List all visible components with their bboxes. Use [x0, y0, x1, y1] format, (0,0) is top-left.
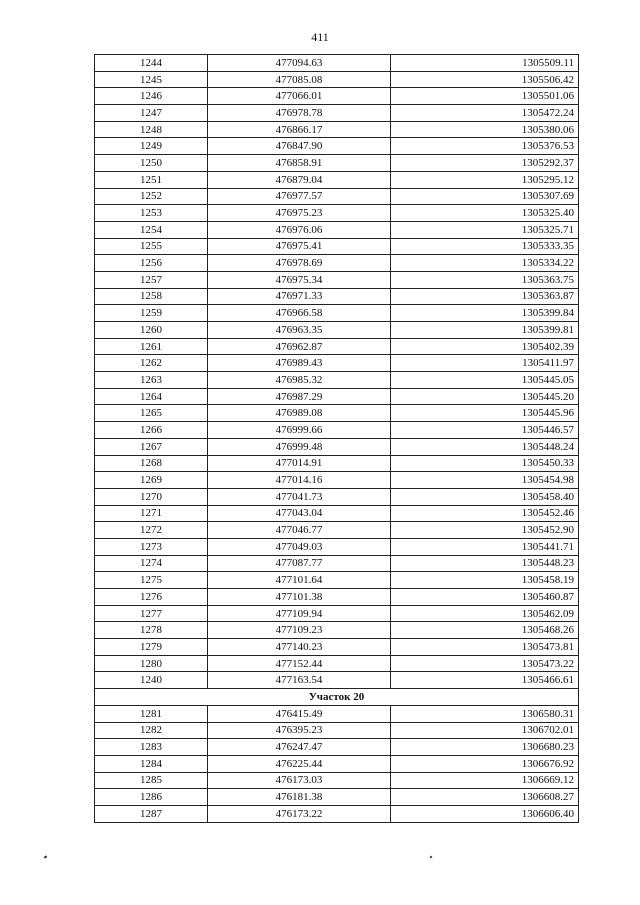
x-coordinate-cell: 476989.43 [208, 355, 391, 372]
point-number-cell: 1257 [95, 271, 208, 288]
table-row [95, 672, 579, 689]
x-coordinate-cell: 476978.78 [208, 105, 391, 122]
x-coordinate-cell: 476978.69 [208, 255, 391, 272]
point-number-cell: 1274 [95, 555, 208, 572]
x-coordinate-cell: 476395.23 [208, 722, 391, 739]
y-coordinate-cell: 1305325.40 [391, 205, 579, 222]
x-coordinate-cell: 476985.32 [208, 372, 391, 389]
y-coordinate-cell: 1306608.27 [391, 789, 579, 806]
table-row [95, 55, 579, 72]
table-row [95, 505, 579, 522]
table-row [95, 221, 579, 238]
page-number: 411 [311, 30, 329, 44]
point-number-cell: 1256 [95, 255, 208, 272]
x-coordinate-cell: 477101.38 [208, 589, 391, 606]
coordinates-table-body [95, 55, 579, 823]
y-coordinate-cell: 1305399.81 [391, 322, 579, 339]
x-coordinate-cell: 476225.44 [208, 755, 391, 772]
table-row [95, 589, 579, 606]
section-header-row [95, 689, 579, 706]
y-coordinate-cell: 1305462.09 [391, 605, 579, 622]
y-coordinate-cell: 1305363.87 [391, 288, 579, 305]
point-number-cell: 1279 [95, 639, 208, 656]
table-row [95, 188, 579, 205]
x-coordinate-cell: 476415.49 [208, 705, 391, 722]
y-coordinate-cell: 1305295.12 [391, 171, 579, 188]
point-number-cell: 1264 [95, 388, 208, 405]
y-coordinate-cell: 1305473.81 [391, 639, 579, 656]
y-coordinate-cell: 1305307.69 [391, 188, 579, 205]
point-number-cell: 1251 [95, 171, 208, 188]
x-coordinate-cell: 477085.08 [208, 71, 391, 88]
table-row [95, 705, 579, 722]
y-coordinate-cell: 1305506.42 [391, 71, 579, 88]
point-number-cell: 1275 [95, 572, 208, 589]
y-coordinate-cell: 1305333.35 [391, 238, 579, 255]
point-number-cell: 1280 [95, 655, 208, 672]
point-number-cell: 1244 [95, 55, 208, 72]
point-number-cell: 1272 [95, 522, 208, 539]
y-coordinate-cell: 1305509.11 [391, 55, 579, 72]
table-row [95, 138, 579, 155]
x-coordinate-cell: 476975.23 [208, 205, 391, 222]
point-number-cell: 1249 [95, 138, 208, 155]
table-row [95, 755, 579, 772]
table-row [95, 405, 579, 422]
table-row [95, 88, 579, 105]
point-number-cell: 1268 [95, 455, 208, 472]
point-number-cell: 1287 [95, 805, 208, 822]
table-row [95, 639, 579, 656]
y-coordinate-cell: 1305402.39 [391, 338, 579, 355]
y-coordinate-cell: 1305473.22 [391, 655, 579, 672]
x-coordinate-cell: 477043.04 [208, 505, 391, 522]
table-row [95, 121, 579, 138]
table-row [95, 105, 579, 122]
y-coordinate-cell: 1305376.53 [391, 138, 579, 155]
table-row [95, 355, 579, 372]
point-number-cell: 1276 [95, 589, 208, 606]
point-number-cell: 1273 [95, 538, 208, 555]
y-coordinate-cell: 1305466.61 [391, 672, 579, 689]
x-coordinate-cell: 477163.54 [208, 672, 391, 689]
y-coordinate-cell: 1305460.87 [391, 589, 579, 606]
table-row [95, 522, 579, 539]
point-number-cell: 1245 [95, 71, 208, 88]
coordinates-table [94, 54, 579, 823]
table-row [95, 605, 579, 622]
table-row [95, 322, 579, 339]
point-number-cell: 1255 [95, 238, 208, 255]
table-row [95, 338, 579, 355]
x-coordinate-cell: 476963.35 [208, 322, 391, 339]
y-coordinate-cell: 1306669.12 [391, 772, 579, 789]
table-row [95, 722, 579, 739]
y-coordinate-cell: 1305411.97 [391, 355, 579, 372]
y-coordinate-cell: 1306702.01 [391, 722, 579, 739]
table-row [95, 455, 579, 472]
table-row [95, 305, 579, 322]
table-row [95, 205, 579, 222]
point-number-cell: 1247 [95, 105, 208, 122]
x-coordinate-cell: 476173.22 [208, 805, 391, 822]
x-coordinate-cell: 477046.77 [208, 522, 391, 539]
table-row [95, 739, 579, 756]
table-row [95, 422, 579, 439]
point-number-cell: 1253 [95, 205, 208, 222]
x-coordinate-cell: 476879.04 [208, 171, 391, 188]
table-row [95, 488, 579, 505]
point-number-cell: 1261 [95, 338, 208, 355]
table-row [95, 555, 579, 572]
x-coordinate-cell: 477094.63 [208, 55, 391, 72]
y-coordinate-cell: 1305450.33 [391, 455, 579, 472]
x-coordinate-cell: 476866.17 [208, 121, 391, 138]
x-coordinate-cell: 477049.03 [208, 538, 391, 555]
table-row [95, 472, 579, 489]
point-number-cell: 1266 [95, 422, 208, 439]
x-coordinate-cell: 476966.58 [208, 305, 391, 322]
point-number-cell: 1250 [95, 155, 208, 172]
table-row [95, 255, 579, 272]
y-coordinate-cell: 1305399.84 [391, 305, 579, 322]
table-row [95, 622, 579, 639]
x-coordinate-cell: 476173.03 [208, 772, 391, 789]
x-coordinate-cell: 476847.90 [208, 138, 391, 155]
section-title: Участок 20 [95, 689, 579, 706]
table-row [95, 238, 579, 255]
point-number-cell: 1246 [95, 88, 208, 105]
point-number-cell: 1260 [95, 322, 208, 339]
y-coordinate-cell: 1305468.26 [391, 622, 579, 639]
table-row [95, 372, 579, 389]
point-number-cell: 1284 [95, 755, 208, 772]
y-coordinate-cell: 1305501.06 [391, 88, 579, 105]
table-row [95, 772, 579, 789]
table-row [95, 171, 579, 188]
point-number-cell: 1286 [95, 789, 208, 806]
point-number-cell: 1258 [95, 288, 208, 305]
table-row [95, 655, 579, 672]
x-coordinate-cell: 477066.01 [208, 88, 391, 105]
point-number-cell: 1277 [95, 605, 208, 622]
scan-artifact [430, 856, 433, 859]
y-coordinate-cell: 1305380.06 [391, 121, 579, 138]
x-coordinate-cell: 477041.73 [208, 488, 391, 505]
point-number-cell: 1270 [95, 488, 208, 505]
x-coordinate-cell: 476987.29 [208, 388, 391, 405]
point-number-cell: 1282 [95, 722, 208, 739]
x-coordinate-cell: 477087.77 [208, 555, 391, 572]
y-coordinate-cell: 1305458.19 [391, 572, 579, 589]
x-coordinate-cell: 476977.57 [208, 188, 391, 205]
table-row [95, 438, 579, 455]
y-coordinate-cell: 1305472.24 [391, 105, 579, 122]
x-coordinate-cell: 476962.87 [208, 338, 391, 355]
y-coordinate-cell: 1306680.23 [391, 739, 579, 756]
table-row [95, 789, 579, 806]
table-row [95, 71, 579, 88]
point-number-cell: 1248 [95, 121, 208, 138]
y-coordinate-cell: 1305325.71 [391, 221, 579, 238]
x-coordinate-cell: 477109.23 [208, 622, 391, 639]
x-coordinate-cell: 476181.38 [208, 789, 391, 806]
x-coordinate-cell: 476999.48 [208, 438, 391, 455]
point-number-cell: 1259 [95, 305, 208, 322]
x-coordinate-cell: 476976.06 [208, 221, 391, 238]
y-coordinate-cell: 1306676.92 [391, 755, 579, 772]
x-coordinate-cell: 477140.23 [208, 639, 391, 656]
table-row [95, 288, 579, 305]
x-coordinate-cell: 476858.91 [208, 155, 391, 172]
table-row [95, 572, 579, 589]
table-row [95, 538, 579, 555]
x-coordinate-cell: 477109.94 [208, 605, 391, 622]
x-coordinate-cell: 477101.64 [208, 572, 391, 589]
y-coordinate-cell: 1305292.37 [391, 155, 579, 172]
point-number-cell: 1281 [95, 705, 208, 722]
y-coordinate-cell: 1305445.96 [391, 405, 579, 422]
y-coordinate-cell: 1305446.57 [391, 422, 579, 439]
y-coordinate-cell: 1305454.98 [391, 472, 579, 489]
y-coordinate-cell: 1305445.05 [391, 372, 579, 389]
scan-artifact [44, 855, 48, 858]
point-number-cell: 1254 [95, 221, 208, 238]
point-number-cell: 1252 [95, 188, 208, 205]
point-number-cell: 1269 [95, 472, 208, 489]
y-coordinate-cell: 1305448.24 [391, 438, 579, 455]
point-number-cell: 1267 [95, 438, 208, 455]
y-coordinate-cell: 1306606.40 [391, 805, 579, 822]
point-number-cell: 1262 [95, 355, 208, 372]
x-coordinate-cell: 476989.08 [208, 405, 391, 422]
x-coordinate-cell: 476247.47 [208, 739, 391, 756]
y-coordinate-cell: 1305458.40 [391, 488, 579, 505]
y-coordinate-cell: 1305363.75 [391, 271, 579, 288]
point-number-cell: 1271 [95, 505, 208, 522]
y-coordinate-cell: 1305445.20 [391, 388, 579, 405]
point-number-cell: 1240 [95, 672, 208, 689]
point-number-cell: 1263 [95, 372, 208, 389]
point-number-cell: 1278 [95, 622, 208, 639]
x-coordinate-cell: 476971.33 [208, 288, 391, 305]
x-coordinate-cell: 477014.91 [208, 455, 391, 472]
table-row [95, 155, 579, 172]
table-row [95, 805, 579, 822]
y-coordinate-cell: 1306580.31 [391, 705, 579, 722]
y-coordinate-cell: 1305452.90 [391, 522, 579, 539]
table-row [95, 271, 579, 288]
point-number-cell: 1285 [95, 772, 208, 789]
x-coordinate-cell: 476999.66 [208, 422, 391, 439]
y-coordinate-cell: 1305441.71 [391, 538, 579, 555]
x-coordinate-cell: 477014.16 [208, 472, 391, 489]
point-number-cell: 1283 [95, 739, 208, 756]
table-row [95, 388, 579, 405]
x-coordinate-cell: 477152.44 [208, 655, 391, 672]
y-coordinate-cell: 1305334.22 [391, 255, 579, 272]
y-coordinate-cell: 1305448.23 [391, 555, 579, 572]
x-coordinate-cell: 476975.41 [208, 238, 391, 255]
x-coordinate-cell: 476975.34 [208, 271, 391, 288]
point-number-cell: 1265 [95, 405, 208, 422]
y-coordinate-cell: 1305452.46 [391, 505, 579, 522]
